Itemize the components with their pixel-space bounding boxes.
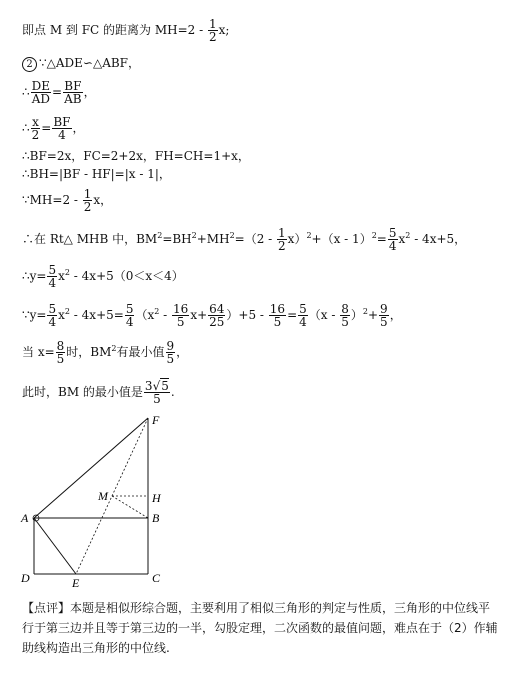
superscript: 2 — [371, 231, 377, 240]
fraction — [269, 303, 286, 328]
fraction-num: 1 — [209, 17, 217, 31]
fraction-den: 2 — [209, 30, 217, 44]
superscript: 2 — [405, 231, 411, 240]
fraction-den: AB — [64, 92, 82, 106]
solution-line-3 — [22, 80, 96, 105]
label-m: M — [98, 489, 108, 503]
superscript: 2 — [111, 344, 117, 353]
fraction-num: 5 — [299, 302, 307, 316]
superscript: 2 — [64, 268, 70, 277]
label-e: E — [72, 576, 80, 590]
label-d: D — [21, 571, 30, 585]
text: = — [287, 308, 298, 322]
solution-line-9 — [22, 264, 184, 289]
text: = — [52, 85, 63, 99]
fraction — [208, 18, 218, 43]
fraction — [298, 303, 308, 328]
text: ∴ — [22, 85, 30, 99]
fraction-num: BF — [53, 115, 71, 129]
fraction — [63, 80, 82, 105]
text: 时，BM — [66, 345, 112, 359]
fraction — [172, 303, 189, 328]
text: ） — [350, 308, 363, 322]
text: - 4x+5（0＜x＜4） — [69, 269, 184, 283]
text: +（x - 1） — [311, 232, 372, 246]
fraction-num: 8 — [56, 339, 65, 353]
text: ， — [176, 345, 189, 359]
label-a: A — [21, 511, 29, 525]
label-c: C — [152, 571, 161, 585]
fraction-den: 25 — [209, 315, 225, 329]
text: ∵y= — [22, 308, 47, 322]
text: - 4x+5= — [69, 308, 124, 322]
text: = — [41, 121, 52, 135]
fraction-num: DE — [31, 79, 51, 93]
text: 此时，BM 的最小值是 — [22, 385, 143, 399]
text: x — [58, 269, 65, 283]
fraction-den: 4 — [388, 239, 397, 253]
solution-line-1 — [22, 18, 229, 43]
superscript: 2 — [191, 231, 197, 240]
fraction — [56, 340, 66, 365]
solution-line-6: ∴BH=|BF - HF|=|x - 1|， — [22, 167, 171, 181]
fraction-den: 5 — [56, 352, 65, 366]
fraction-num: BF — [64, 79, 82, 93]
fraction-den: 4 — [125, 315, 134, 329]
fraction-den: 5 — [153, 392, 161, 406]
fraction-den: 5 — [380, 315, 388, 329]
fraction — [125, 303, 135, 328]
circled-number: 2 — [22, 57, 37, 72]
text: x+ — [190, 308, 208, 322]
solution-line-4 — [22, 116, 85, 141]
fraction — [340, 303, 350, 328]
fraction-den: 4 — [58, 128, 66, 142]
geometry-diagram — [18, 410, 178, 590]
fraction-num: 8 — [341, 302, 349, 316]
solution-line-12 — [22, 380, 175, 405]
fraction-den: 2 — [83, 200, 92, 214]
text: = — [376, 232, 387, 246]
fraction-den: 5 — [176, 315, 185, 329]
text: . — [170, 385, 175, 399]
fraction-num: 5 — [125, 302, 134, 316]
solution-line-11 — [22, 340, 188, 365]
fraction — [144, 380, 170, 405]
text: （x - — [308, 308, 340, 322]
coefficient: 3 — [144, 379, 153, 393]
fraction-num: 64 — [209, 302, 225, 316]
solution-line-5: ∴BF=2x，FC=2+2x，FH=CH=1+x， — [22, 149, 250, 163]
label-f: F — [152, 413, 160, 427]
text: ∴ — [22, 121, 30, 135]
solution-line-7 — [22, 188, 112, 213]
superscript: 2 — [64, 307, 70, 316]
fraction-num: x — [32, 115, 39, 129]
text: ∴在 Rt△ MHB 中，BM — [22, 232, 158, 246]
superscript: 2 — [306, 231, 312, 240]
text: 即点 M 到 FC 的距离为 MH=2 - — [22, 23, 207, 37]
fraction-num: 16 — [173, 302, 189, 316]
text: - — [159, 308, 172, 322]
fraction-den: 4 — [299, 315, 307, 329]
solution-line-2 — [22, 56, 140, 72]
fraction-num: 5 — [48, 263, 57, 277]
text: =BH — [162, 232, 192, 246]
fraction — [47, 264, 57, 289]
fraction-den: 4 — [48, 276, 57, 290]
superscript: 2 — [229, 231, 235, 240]
fraction-num: 3√5 — [144, 379, 169, 393]
text: ）+5 - — [226, 308, 268, 322]
text: x， — [93, 193, 113, 207]
text: x — [58, 308, 65, 322]
text: ， — [72, 121, 85, 135]
fraction-num: 1 — [83, 187, 92, 201]
radicand: 5 — [161, 379, 169, 393]
fraction-den: 2 — [278, 239, 286, 253]
fraction — [388, 227, 398, 252]
fraction-num: 9 — [380, 302, 388, 316]
fraction-num: 16 — [269, 302, 286, 316]
text: ∵MH=2 - — [22, 193, 82, 207]
fraction — [31, 80, 51, 105]
text: 当 x= — [22, 345, 55, 359]
fraction-num: 5 — [388, 226, 397, 240]
label-h: H — [152, 491, 161, 505]
fraction-num: 9 — [166, 339, 175, 353]
superscript: 2 — [157, 231, 163, 240]
segment-ae — [34, 518, 76, 574]
fraction-den: 4 — [48, 315, 57, 329]
text: +MH — [196, 232, 230, 246]
text: ∵△ADE∽△ABF， — [39, 56, 141, 70]
fraction-den: 5 — [273, 315, 282, 329]
fraction — [83, 188, 93, 213]
solution-line-10 — [22, 303, 402, 328]
superscript: 2 — [362, 307, 368, 316]
text: （x — [135, 308, 155, 322]
fraction — [208, 303, 225, 328]
fraction-den: AD — [31, 92, 50, 106]
text: x; — [218, 23, 230, 37]
fraction — [52, 116, 71, 141]
fraction — [379, 303, 389, 328]
label-b: B — [152, 511, 160, 525]
text: + — [367, 308, 379, 322]
fraction-den: 5 — [341, 315, 349, 329]
fraction-num: 5 — [48, 302, 57, 316]
text: 有最小值 — [116, 345, 165, 359]
solution-line-8 — [22, 227, 466, 252]
fraction — [277, 227, 287, 252]
fraction-den: 5 — [166, 352, 175, 366]
text: ， — [389, 308, 402, 322]
text: ∴y= — [22, 269, 47, 283]
segment-af — [34, 418, 148, 518]
fraction-num: 1 — [278, 226, 286, 240]
text: x — [398, 232, 406, 246]
segment-mb-dashed — [112, 496, 148, 518]
fraction-den: 2 — [31, 128, 40, 142]
text: =（2 - — [234, 232, 277, 246]
text: ， — [83, 85, 96, 99]
superscript: 2 — [154, 307, 160, 316]
text: x） — [287, 232, 307, 246]
comment-paragraph: 【点评】本题是相似形综合题，主要利用了相似三角形的判定与性质，三角形的中位线平行于第三边并且等于第三边的一半，勾股定理，二次函数的最值问题，难点在于（2）作辅助线构造出三角形的中位线. — [22, 601, 498, 655]
text: - 4x+5， — [410, 232, 467, 246]
fraction — [166, 340, 176, 365]
fraction — [47, 303, 57, 328]
fraction — [31, 116, 41, 141]
